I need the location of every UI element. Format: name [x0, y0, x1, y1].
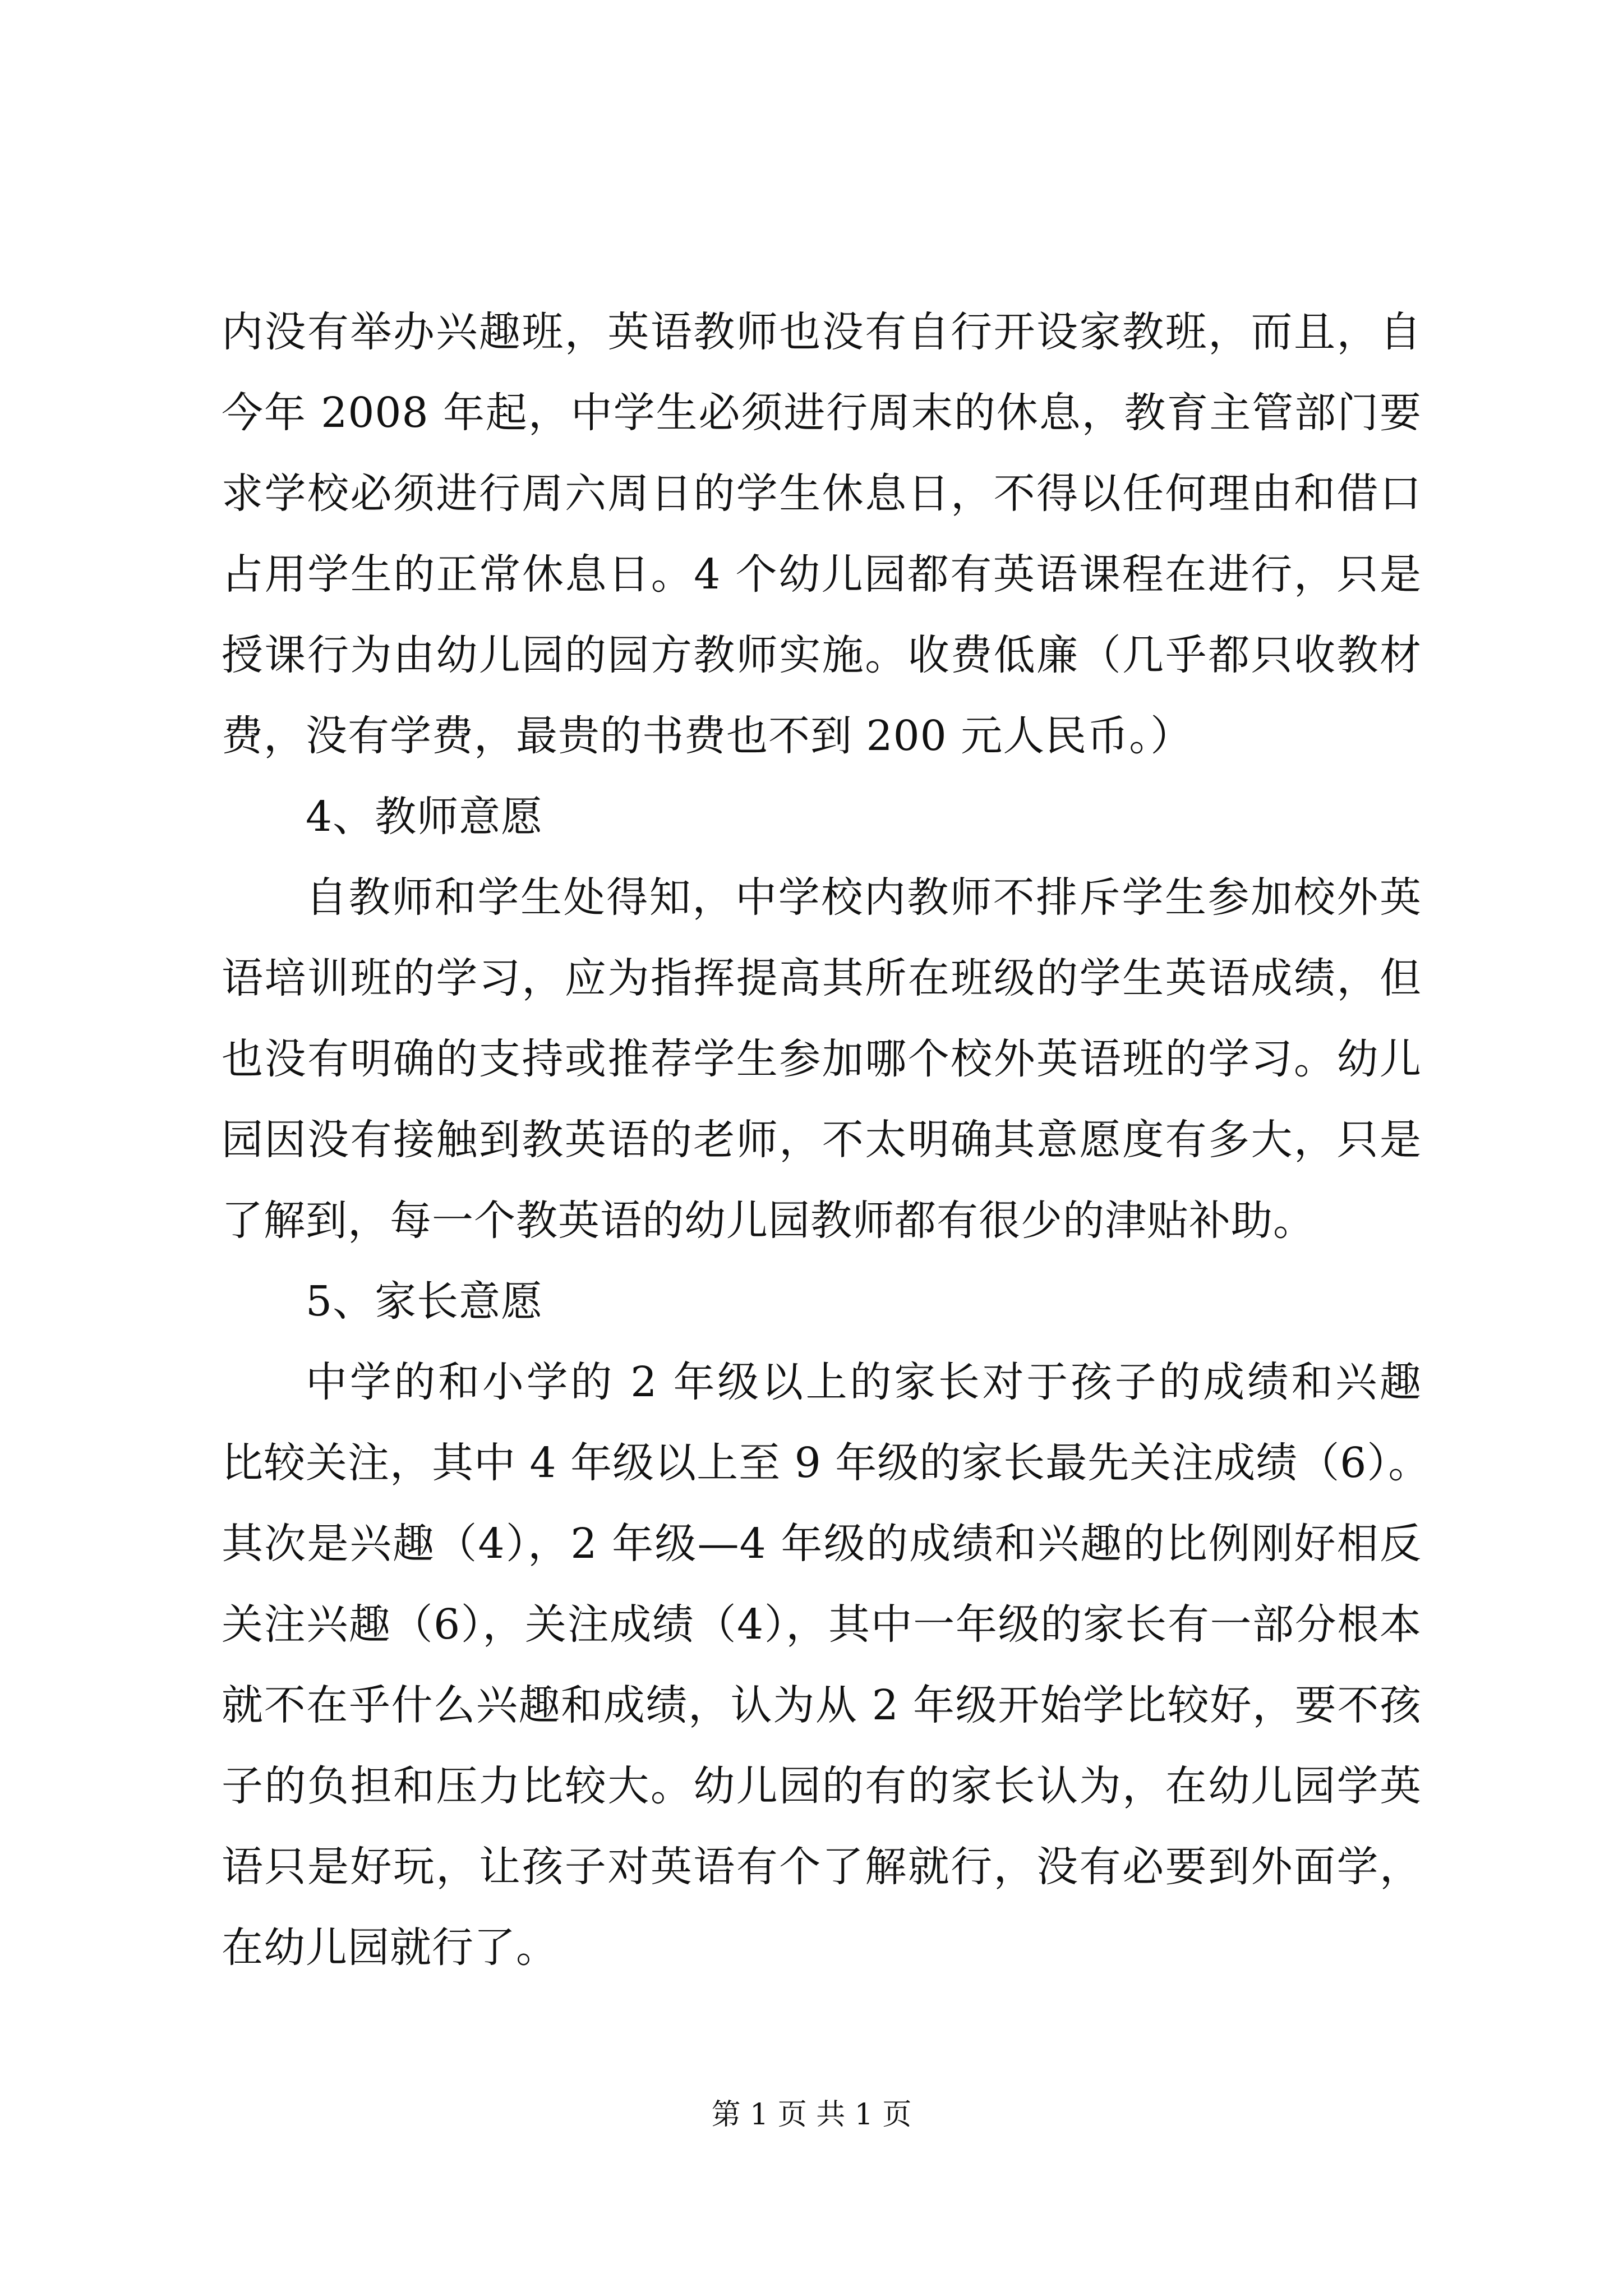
text-line: 语培训班的学习，应为指挥提高其所在班级的学生英语成绩，但: [222, 954, 1422, 1002]
text-line: 子的负担和压力比较大。幼儿园的有的家长认为，在幼儿园学英: [222, 1762, 1422, 1810]
text-line: 在幼儿园就行了。: [222, 1924, 558, 1972]
section-heading-teacher: 4、教师意愿: [306, 793, 543, 841]
text-line: 关注兴趣（6），关注成绩（4），其中一年级的家长有一部分根本: [222, 1600, 1422, 1649]
text-line: 其次是兴趣（4），2 年级—4 年级的成绩和兴趣的比例刚好相反: [222, 1520, 1422, 1568]
paragraph-first-line: 中学的和小学的 2 年级以上的家长对于孩子的成绩和兴趣: [306, 1358, 1422, 1406]
text-line: 授课行为由幼儿园的园方教师实施。收费低廉（几乎都只收教材: [222, 631, 1422, 679]
text-line: 园因没有接触到教英语的老师，不太明确其意愿度有多大，只是: [222, 1116, 1422, 1164]
text-line: 就不在乎什么兴趣和成绩，认为从 2 年级开始学比较好，要不孩: [222, 1681, 1422, 1729]
text-line: 语只是好玩，让孩子对英语有个了解就行，没有必要到外面学，: [222, 1843, 1422, 1891]
section-heading-parent: 5、家长意愿: [306, 1277, 543, 1326]
text-line: 费，没有学费，最贵的书费也不到 200 元人民币。）: [222, 712, 1193, 760]
document-body: [222, 292, 1431, 1988]
page-footer: 第 1 页 共 1 页: [711, 2098, 912, 2132]
text-line: 今年 2008 年起，中学生必须进行周末的休息，教育主管部门要: [222, 389, 1422, 437]
text-line: 内没有举办兴趣班，英语教师也没有自行开设家教班，而且，自: [222, 308, 1422, 356]
text-line: 比较关注，其中 4 年级以上至 9 年级的家长最先关注成绩（6）。: [222, 1439, 1431, 1487]
text-line: 了解到，每一个教英语的幼儿园教师都有很少的津贴补助。: [222, 1197, 1315, 1245]
text-line: 占用学生的正常休息日。4 个幼儿园都有英语课程在进行，只是: [222, 550, 1422, 599]
text-line: 也没有明确的支持或推荐学生参加哪个校外英语班的学习。幼儿: [222, 1035, 1422, 1083]
paragraph-first-line: 自教师和学生处得知，中学校内教师不排斥学生参加校外英: [306, 873, 1422, 922]
text-line: 求学校必须进行周六周日的学生休息日，不得以任何理由和借口: [222, 470, 1422, 518]
